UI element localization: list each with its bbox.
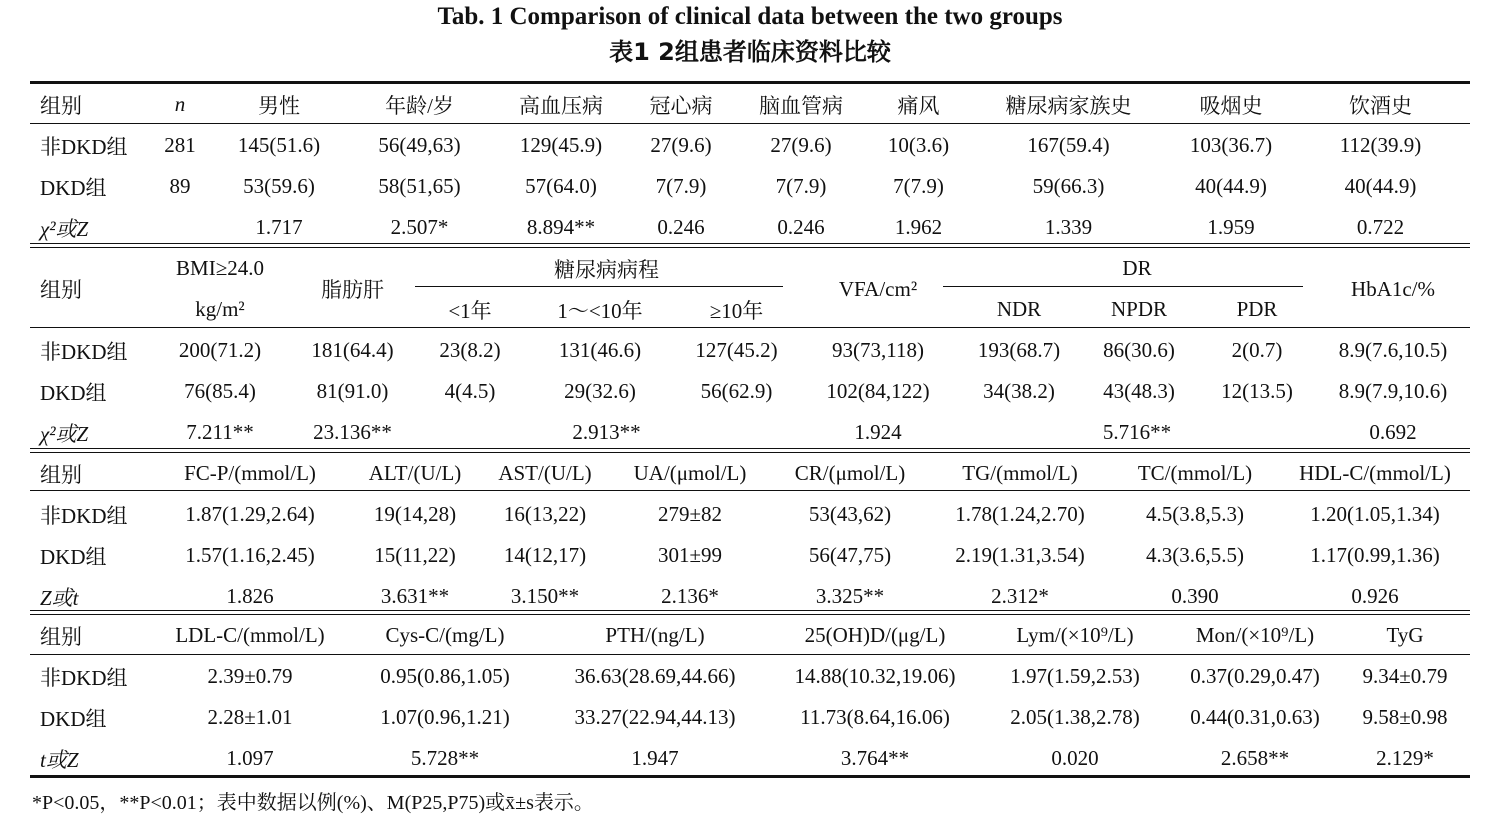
table-cell: 0.246 xyxy=(657,215,705,239)
header-row xyxy=(30,453,1470,494)
table-cell: 27(9.6) xyxy=(650,133,712,157)
table-cell: 40(44.9) xyxy=(1344,174,1417,198)
header-cell: DR xyxy=(1122,256,1152,280)
table-cell: 1.97(1.59,2.53) xyxy=(1010,664,1140,688)
table-cell: 0.95(0.86,1.05) xyxy=(380,664,510,688)
table-cell: 59(66.3) xyxy=(1032,174,1105,198)
table-cell: 0.020 xyxy=(1051,746,1099,770)
subheader-cell: NDR xyxy=(996,297,1042,321)
table-cell: 11.73(8.64,16.06) xyxy=(800,705,950,729)
table-row xyxy=(30,656,1470,697)
table-cell: 53(43,62) xyxy=(808,502,892,526)
header-cell: 脂肪肝 xyxy=(321,278,384,302)
table-cell: 145(51.6) xyxy=(237,133,321,157)
table-cell: 58(51,65) xyxy=(378,174,461,198)
header-row xyxy=(30,615,1470,656)
stat-row xyxy=(30,576,1470,617)
table-row xyxy=(30,494,1470,535)
table-cell: 3.764** xyxy=(840,746,910,770)
table-cell: 167(59.4) xyxy=(1027,133,1110,157)
header-cell: PTH/(ng/L) xyxy=(605,623,705,647)
table-cell: 1.57(1.16,2.45) xyxy=(185,543,315,567)
header-cell: 冠心病 xyxy=(649,93,713,118)
table-cell: 2.05(1.38,2.78) xyxy=(1010,705,1140,729)
table-block-3 xyxy=(30,453,1470,617)
stat-row xyxy=(30,207,1470,248)
table-cell: 103(36.7) xyxy=(1189,133,1273,157)
row-label: χ²或Z xyxy=(40,421,89,446)
header-cell: HDL-C/(mmol/L) xyxy=(1299,461,1451,485)
table-row xyxy=(30,125,1470,166)
table-cell: 27(9.6) xyxy=(770,133,832,157)
row-label: χ²或Z xyxy=(40,216,89,241)
row-label: 非DKD组 xyxy=(40,503,128,528)
header-row xyxy=(30,289,1470,330)
header-cell: AST/(U/L) xyxy=(498,461,592,485)
table-cell: 36.63(28.69,44.66) xyxy=(574,664,736,688)
table-cell: 10(3.6) xyxy=(887,133,950,157)
header-cell: TG/(mmol/L) xyxy=(962,461,1078,485)
table-cell: 2.658** xyxy=(1220,746,1290,770)
table-cell: 193(68.7) xyxy=(977,338,1061,362)
header-cell: 25(OH)D/(μg/L) xyxy=(804,623,946,647)
subheader-cell: NPDR xyxy=(1110,297,1168,321)
header-cell: VFA/cm² xyxy=(838,276,918,301)
row-label: 非DKD组 xyxy=(40,339,128,364)
table-cell: 1.87(1.29,2.64) xyxy=(185,502,315,526)
header-cell: 糖尿病病程 xyxy=(554,257,659,282)
header-cell: LDL-C/(mmol/L) xyxy=(175,623,325,647)
table-cell: 23.136** xyxy=(313,420,392,444)
table-row xyxy=(30,166,1470,207)
table-cell: 33.27(22.94,44.13) xyxy=(574,705,736,729)
header-cell: 组别 xyxy=(40,93,82,118)
header-cell: TyG xyxy=(1386,623,1424,647)
header-cell: Cys-C/(mg/L) xyxy=(385,623,505,647)
table-cell xyxy=(150,207,210,248)
table-block-4 xyxy=(30,615,1470,779)
table-title-chinese: 表1 2组患者临床资料比较 xyxy=(609,38,891,66)
header-cell: FC-P/(mmol/L) xyxy=(184,461,316,485)
table-cell: 1.20(1.05,1.34) xyxy=(1310,502,1440,526)
table-cell: 1.339 xyxy=(1044,215,1093,239)
row-label: DKD组 xyxy=(40,544,107,569)
table-cell: 7.211** xyxy=(186,420,254,444)
header-cell: kg/m² xyxy=(195,297,245,321)
table-cell: 1.097 xyxy=(226,746,274,770)
header-cell: 年龄/岁 xyxy=(385,93,454,118)
table-cell: 7(7.9) xyxy=(893,174,944,198)
stat-row xyxy=(30,412,1470,453)
table-cell: 86(30.6) xyxy=(1103,338,1175,362)
header-cell: TC/(mmol/L) xyxy=(1137,461,1253,485)
row-label: t或Z xyxy=(40,747,79,772)
table-cell: 0.692 xyxy=(1369,420,1417,444)
table-cell: 4.3(3.6,5.5) xyxy=(1146,543,1244,567)
table-cell: 181(64.4) xyxy=(311,338,394,362)
table-cell: 56(49,63) xyxy=(378,133,461,157)
header-cell: 男性 xyxy=(258,93,300,118)
header-cell: HbA1c/% xyxy=(1351,276,1436,301)
table-cell: 102(84,122) xyxy=(826,379,930,403)
row-label: Z或t xyxy=(40,585,79,610)
table-cell: 2.28±1.01 xyxy=(207,705,293,729)
row-label: 非DKD组 xyxy=(40,665,128,690)
header-cell: UA/(μmol/L) xyxy=(633,461,747,485)
table-cell: 0.44(0.31,0.63) xyxy=(1190,705,1320,729)
table-cell: 9.34±0.79 xyxy=(1362,664,1448,688)
table-cell: 0.390 xyxy=(1171,584,1219,608)
table-cell: 14(12,17) xyxy=(503,543,587,567)
table-cell: 9.58±0.98 xyxy=(1362,705,1448,729)
table-cell: 3.325** xyxy=(815,584,885,608)
header-cell: 高血压病 xyxy=(519,93,603,118)
table-cell: 93(73,118) xyxy=(832,338,924,362)
table-cell: 0.722 xyxy=(1356,215,1405,239)
table-cell: 3.150** xyxy=(510,584,580,608)
subheader-cell: PDR xyxy=(1236,297,1278,321)
table-cell: 0.37(0.29,0.47) xyxy=(1190,664,1320,688)
table-row xyxy=(30,535,1470,576)
header-cell: 脑血管病 xyxy=(759,93,843,118)
table-cell: 127(45.2) xyxy=(695,338,778,362)
header-cell: Lym/(×10⁹/L) xyxy=(1016,623,1134,647)
subheader-cell: 1～<10年 xyxy=(557,298,643,323)
table-cell: 131(46.6) xyxy=(558,338,642,362)
table-cell: 1.826 xyxy=(226,584,274,608)
header-cell: CR/(μmol/L) xyxy=(794,461,906,485)
table-cell: 0.926 xyxy=(1351,584,1399,608)
table-cell: 4.5(3.8,5.3) xyxy=(1146,502,1244,526)
header-cell: n xyxy=(174,92,186,116)
table-block-2 xyxy=(30,248,1470,453)
header-cell: 糖尿病家族史 xyxy=(1005,93,1132,118)
table-cell: 8.894** xyxy=(526,215,596,239)
table-cell: 89 xyxy=(169,174,191,198)
table-cell: 279±82 xyxy=(657,502,723,526)
table-cell: 2.312* xyxy=(991,584,1049,608)
header-cell: 组别 xyxy=(40,624,82,649)
table-footnote: *P<0.05，**P<0.01；表中数据以例(%)、M(P25,P75)或x̄±s表示。 xyxy=(32,792,594,814)
table-title-english: Tab. 1 Comparison of clinical data between the two groups xyxy=(437,3,1063,30)
header-cell: 吸烟史 xyxy=(1199,93,1263,118)
stat-row xyxy=(30,738,1470,779)
table-cell: 53(59.6) xyxy=(243,174,315,198)
table-block-1 xyxy=(30,84,1470,248)
table-cell: 2.507* xyxy=(390,215,449,239)
table-cell: 56(47,75) xyxy=(808,543,892,567)
subheader-cell: ≥10年 xyxy=(709,298,764,323)
table-cell: 1.947 xyxy=(631,746,679,770)
table-cell: 2(0.7) xyxy=(1231,338,1283,362)
header-cell: BMI≥24.0 xyxy=(176,256,264,280)
row-label: DKD组 xyxy=(40,175,107,200)
row-label: DKD组 xyxy=(40,706,107,731)
table-cell: 5.728** xyxy=(410,746,480,770)
table-cell: 3.631** xyxy=(380,584,450,608)
header-cell: 痛风 xyxy=(897,93,940,118)
table-cell: 1.924 xyxy=(854,420,902,444)
subheader-cell: <1年 xyxy=(448,298,492,323)
table-cell: 129(45.9) xyxy=(519,133,603,157)
table-row xyxy=(30,697,1470,738)
table-cell: 56(62.9) xyxy=(700,379,773,403)
table-cell: 301±99 xyxy=(657,543,723,567)
table-cell: 1.959 xyxy=(1207,215,1255,239)
row-label: 非DKD组 xyxy=(40,134,128,159)
table-cell: 200(71.2) xyxy=(178,338,262,362)
table-cell: 2.136* xyxy=(661,584,719,608)
table-cell: 1.17(0.99,1.36) xyxy=(1310,543,1440,567)
table-cell: 15(11,22) xyxy=(374,543,456,567)
table-cell: 8.9(7.6,10.5) xyxy=(1338,338,1448,362)
table-cell: 4(4.5) xyxy=(444,379,496,403)
table-cell: 57(64.0) xyxy=(525,174,597,198)
header-cell: ALT/(U/L) xyxy=(368,461,462,485)
table-cell: 19(14,28) xyxy=(373,502,457,526)
table-cell: 0.246 xyxy=(777,215,825,239)
header-cell: 组别 xyxy=(40,462,82,487)
table-cell: 43(48.3) xyxy=(1103,379,1175,403)
table-cell: 2.129* xyxy=(1376,746,1434,770)
table-cell: 1.962 xyxy=(894,215,943,239)
table-cell: 12(13.5) xyxy=(1221,379,1293,403)
header-cell: 组别 xyxy=(40,278,82,302)
table-row xyxy=(30,371,1470,412)
table-cell: 14.88(10.32,19.06) xyxy=(794,664,956,688)
table-cell: 16(13,22) xyxy=(503,502,587,526)
table-cell: 8.9(7.9,10.6) xyxy=(1338,379,1448,403)
table-cell: 1.07(0.96,1.21) xyxy=(380,705,510,729)
table-cell: 281 xyxy=(164,133,196,157)
table-cell: 1.78(1.24,2.70) xyxy=(955,502,1085,526)
table-cell: 2.19(1.31,3.54) xyxy=(955,543,1085,567)
table-cell: 1.717 xyxy=(255,215,303,239)
table-cell: 76(85.4) xyxy=(184,379,256,403)
table-cell: 112(39.9) xyxy=(1339,133,1422,157)
table-cell: 81(91.0) xyxy=(316,379,389,403)
row-label: DKD组 xyxy=(40,380,107,405)
header-cell: Mon/(×10⁹/L) xyxy=(1195,623,1315,647)
table-cell: 29(32.6) xyxy=(564,379,636,403)
header-row xyxy=(30,84,1470,125)
header-row xyxy=(30,248,1470,289)
table-cell: 23(8.2) xyxy=(439,338,501,362)
table-cell: 5.716** xyxy=(1102,420,1172,444)
table-cell: 2.913** xyxy=(572,420,641,444)
table-row xyxy=(30,330,1470,371)
table-cell: 40(44.9) xyxy=(1195,174,1267,198)
table-cell: 34(38.2) xyxy=(983,379,1055,403)
table-cell: 7(7.9) xyxy=(775,174,827,198)
header-cell: 饮酒史 xyxy=(1349,93,1412,118)
table-cell: 7(7.9) xyxy=(655,174,707,198)
table-cell: 2.39±0.79 xyxy=(207,664,293,688)
